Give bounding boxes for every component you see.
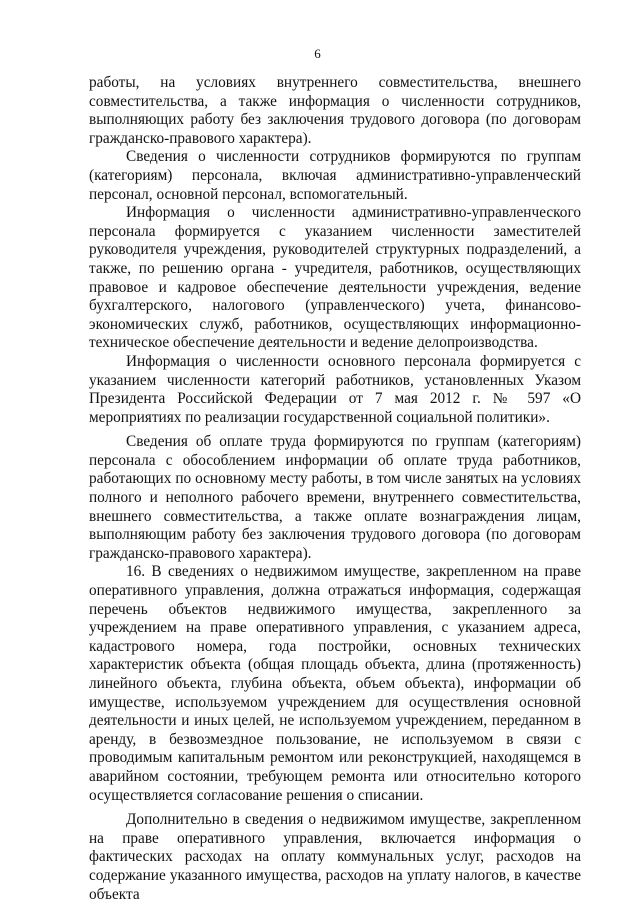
body-text	[89, 74, 581, 904]
paragraph-16-real-estate: 16. В сведениях о недвижимом имуществе, закрепленном на праве оперативного управления, должна отражаться информация, содержащая перечень объектов недвижимого имущества, закрепленного за учреждением на праве оперативного управления, с указанием адреса, кадастрового номера, года постройки, основных технических характеристик объекта (общая площадь объекта, длина (протяженность) линейного объекта, глубина объекта, объем объекта), информации об имуществе, используемом учреждением для осуществления основной деятельности и иных целей, не используемом учреждением, переданном в аренду, в безвозмездное пользование, не используемом в связи с проводимым капитальным ремонтом или реконструкцией, находящемся в аварийном состоянии, требующем ремонта или относительно которого осуществляется согласование решения о списании.	[89, 563, 581, 804]
paragraph-admin-staff: Информация о численности административно-управленческого персонала формируется с указанием численности заместителей руководителя учреждения, руководителей структурных подразделений, а также, по решению органа - учредителя, работников, осуществляющих правовое и кадровое обеспечение деятельности учреждения, ведение бухгалтерского, налогового (управленческого) учета, финансово-экономических служб, работников, осуществляющих информационно-техническое обеспечение деятельности и ведение делопроизводства.	[89, 204, 581, 352]
paragraph-staff-groups: Сведения о численности сотрудников формируются по группам (категориям) персонала, включая административно-управленческий персонал, основной персонал, вспомогательный.	[89, 148, 581, 203]
paragraph-continuation: работы, на условиях внутреннего совместительства, внешнего совместительства, а также информация о численности сотрудников, выполняющих работу без заключения трудового договора (по договорам гражданско-правового характера).	[89, 74, 581, 147]
paragraph-additional-expenses: Дополнительно в сведения о недвижимом имуществе, закрепленном на праве оперативного управления, включается информация о фактических расходах на оплату коммунальных услуг, расходов на содержание указанного имущества, расходов на уплату налогов, в качестве объекта	[89, 811, 581, 903]
page-number: 6	[314, 46, 321, 61]
paragraph-main-staff: Информация о численности основного персонала формируется с указанием численности категорий работников, установленных Указом Президента Российской Федерации от 7 мая 2012 г. № 597 «О мероприятиях по реализации государственной социальной политики».	[89, 352, 581, 426]
paragraph-payroll: Сведения об оплате труда формируются по группам (категориям) персонала с обособлением информации об оплате труда работников, работающих по основному месту работы, в том числе занятых на условиях полного и неполного рабочего времени, внутреннего совместительства, внешнего совместительства, а также оплате вознаграждения лицам, выполняющим работу без заключения трудового договора (по договорам гражданско-правового характера).	[89, 433, 581, 562]
